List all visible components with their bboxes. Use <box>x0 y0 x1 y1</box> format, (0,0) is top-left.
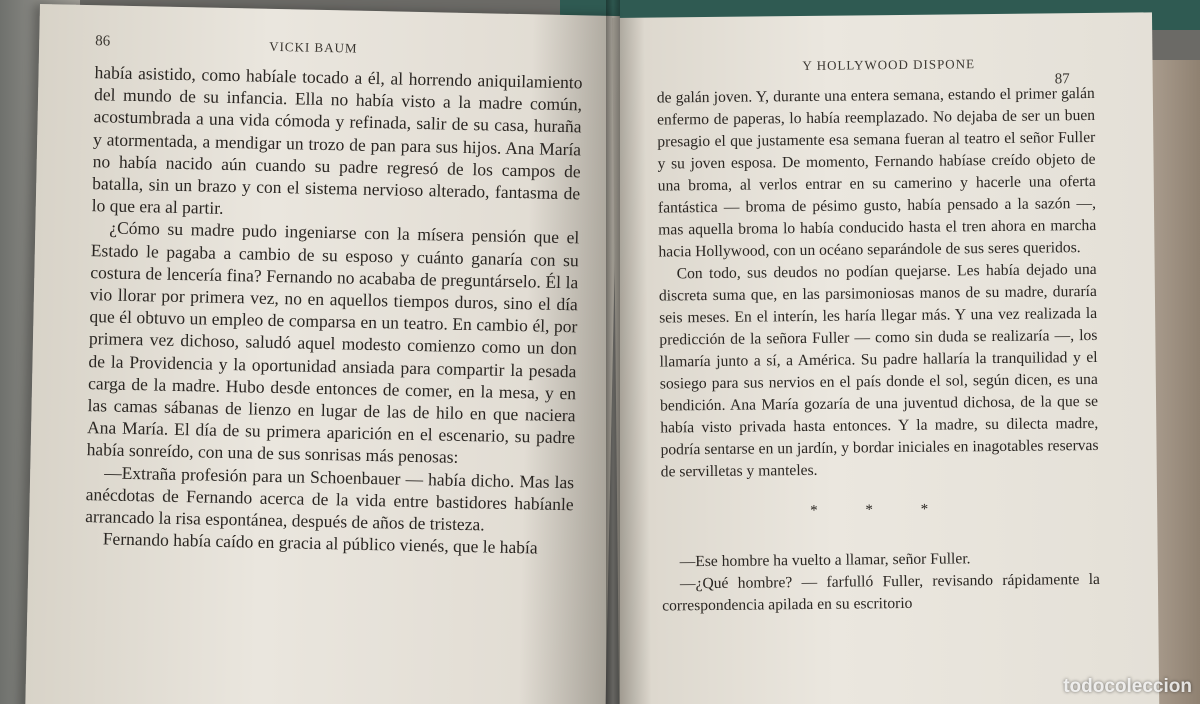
book-spine-shadow <box>606 0 620 704</box>
left-paragraph: ¿Cómo su madre pudo ingeniarse con la mísera pensión que el Estado le pagaba a cambio de su esposo y cuánto ganaría con su costura de lencería fina? Fernando no acababa de preguntárselo. Él la vio llorar por primera vez, no en aquellos tiempos duros, sino el día que él obtuvo un empleo de comparsa en un teatro. En cambio él, por primera vez dichoso, saludó aquel modesto comienzo como un don de la Providencia y la oportunidad ansiada para compartir la pesada carga de la madre. Hubo desde entonces de comer, en la mesa, y en las camas sábanas de lienzo en lugar de las de hilo en que naciera Ana María. El día de su primera aparición en el escenario, su padre había sonreído, con una de sus sonrisas más penosas: <box>86 217 580 468</box>
right-text-column <box>657 83 1101 618</box>
right-page <box>612 12 1160 704</box>
left-page-number: 86 <box>95 33 111 50</box>
section-break: * * * <box>810 501 951 519</box>
right-paragraph: —¿Qué hombre? — farfulló Fuller, revisando rápidamente la correspondencia apilada en su escritorio <box>662 570 1100 615</box>
left-paragraph: había asistido, como habíale tocado a él, al horrendo aniquilamiento del mundo de su infancia. Ella no había visto a la madre común, acostumbrada a una vida cómoda y refinada, salir de su casa, huraña y atormentada, a mendigar un trozo de pan para sus hijos. Ana María no había nacido aún cuando su padre regresó de los campos de batalla, sin un brazo y con el sistema nervioso alterado, fantasma de lo que era al partir. <box>91 62 583 219</box>
right-paragraph: Con todo, sus deudos no podían quejarse. Les había dejado una discreta suma que, en las parsimoniosas manos de su madre, duraría seis meses. En el interín, les haría llegar más. Y una vez realizada la predicción de la señora Fuller — como sin duda se realizaría —, los llamaría junto a sí, a América. Su padre hallaría la tranquilidad y el sosiego para sus nervios en el país donde el sol, según dicen, es una bendición. Ana María gozaría de una juventud dichosa, de la que se había visto privada hasta entonces. Y la madre, su dilecta madre, podría sentarse en un jardín, y bordar iniciales en inagotables reservas de servilletas y manteles. <box>658 260 1099 481</box>
left-text-column <box>85 61 583 560</box>
right-running-head: Y HOLLYWOOD DISPONE <box>802 56 976 74</box>
left-page <box>25 4 620 704</box>
right-paragraph: de galán joven. Y, durante una entera semana, estando el primer galán enfermo de paperas, lo había reemplazado. No dejaba de ser un buen presagio el que justamente esa semana fueran al teatro el señor Fuller y su joven esposa. De momento, Fernando habíase creído objeto de una broma, al verlos entrar en su camerino y hacerle una oferta fantástica — broma de pésimo gusto, había pensado a la sazón —, mas aquella broma lo había conducido hasta el tren ahora en marcha hacia Hollywood, con un océano separándole de sus seres queridos. <box>656 84 1097 261</box>
left-paragraph: —Extraña profesión para un Schoenbauer — había dicho. Mas las anécdotas de Fernando acerca de la vida entre bastidores habíanle arrancado la risa espontánea, después de años de tristeza. <box>85 462 575 535</box>
watermark: todocoleccion <box>1063 676 1192 697</box>
right-paragraph: —Ese hombre ha vuelto a llamar, señor Fuller. <box>679 550 971 571</box>
left-running-head: VICKI BAUM <box>269 38 358 56</box>
left-paragraph: Fernando había caído en gracia al público vienés, que le había <box>102 528 538 558</box>
right-page-number: 87 <box>1054 71 1070 88</box>
